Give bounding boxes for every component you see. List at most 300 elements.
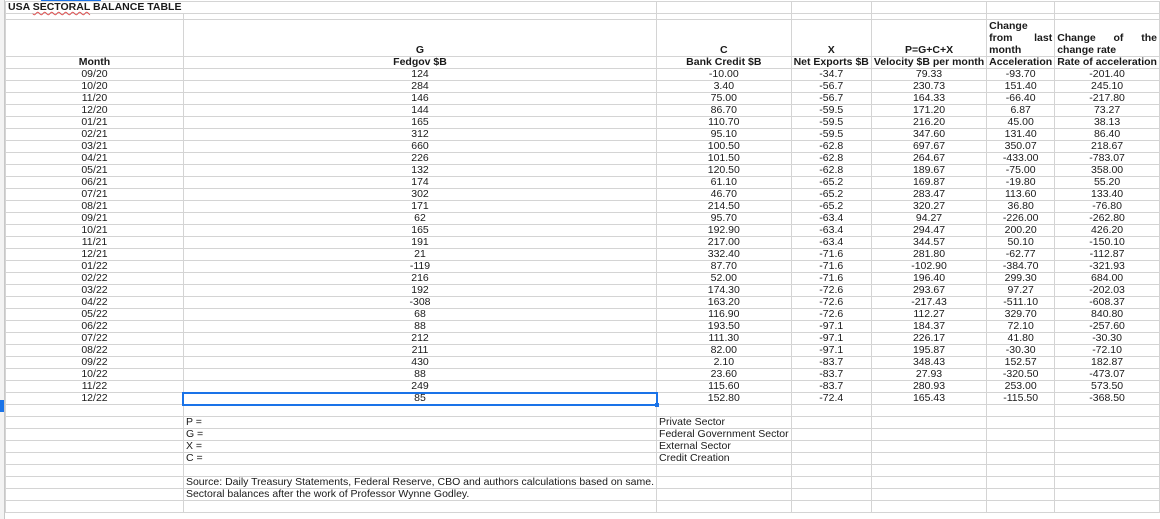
col-header-net-exports[interactable]: Net Exports $B (791, 57, 871, 69)
cell-net-exports[interactable]: -83.7 (791, 357, 871, 369)
cell-net-exports[interactable]: -83.7 (791, 369, 871, 381)
cell-rate-of-acceleration[interactable]: -473.07 (1055, 369, 1160, 381)
cell-fedgov[interactable]: 144 (183, 105, 656, 117)
table-row (6, 333, 1160, 345)
cell-fedgov[interactable]: 660 (183, 141, 656, 153)
cell-rate-of-acceleration[interactable]: -30.30 (1055, 333, 1160, 345)
cell[interactable] (871, 429, 986, 441)
cell-bank-credit[interactable]: 82.00 (657, 345, 792, 357)
cell-acceleration[interactable]: 329.70 (987, 309, 1055, 321)
cell[interactable] (183, 465, 656, 477)
cell-acceleration[interactable]: -511.10 (987, 297, 1055, 309)
cell-acceleration[interactable]: 41.80 (987, 333, 1055, 345)
legend-value-text: External Sector (659, 440, 731, 452)
cell-net-exports[interactable]: -65.2 (791, 189, 871, 201)
cell-rate-of-acceleration[interactable]: 86.40 (1055, 129, 1160, 141)
legend-key[interactable]: G = (183, 429, 656, 441)
cell-fedgov[interactable]: 146 (183, 93, 656, 105)
cell-bank-credit[interactable]: 214.50 (657, 201, 792, 213)
cell-rate-of-acceleration[interactable]: 573.50 (1055, 381, 1160, 393)
legend-value-text: Private Sector (659, 416, 725, 428)
legend-value[interactable] (657, 453, 792, 465)
cell-acceleration[interactable]: 36.80 (987, 201, 1055, 213)
cell-net-exports[interactable]: -63.4 (791, 213, 871, 225)
cell-rate-of-acceleration[interactable]: -368.50 (1055, 393, 1160, 405)
cell-velocity[interactable]: 94.27 (871, 213, 986, 225)
cell[interactable] (871, 501, 986, 513)
cell-velocity[interactable]: 79.33 (871, 69, 986, 81)
cell-acceleration[interactable]: 253.00 (987, 381, 1055, 393)
table-row (6, 93, 1160, 105)
cell-bank-credit[interactable]: 2.10 (657, 357, 792, 369)
cell-net-exports[interactable]: -56.7 (791, 93, 871, 105)
cell[interactable] (987, 465, 1055, 477)
cell-bank-credit[interactable]: -10.00 (657, 69, 792, 81)
cell-velocity[interactable]: 164.33 (871, 93, 986, 105)
cell-rate-of-acceleration[interactable]: 133.40 (1055, 189, 1160, 201)
cell-fedgov[interactable]: 430 (183, 357, 656, 369)
cell-month[interactable]: 09/20 (6, 69, 184, 81)
cell-month[interactable]: 08/21 (6, 201, 184, 213)
cell-month[interactable]: 01/22 (6, 261, 184, 273)
cell[interactable] (987, 441, 1055, 453)
cell[interactable] (183, 2, 656, 14)
cell-velocity[interactable]: 294.47 (871, 225, 986, 237)
cell-month[interactable]: 07/21 (6, 189, 184, 201)
cell-fedgov[interactable]: 21 (183, 249, 656, 261)
cell-acceleration[interactable]: 50.10 (987, 237, 1055, 249)
cell-month[interactable]: 11/21 (6, 237, 184, 249)
cell-fedgov[interactable]: 192 (183, 285, 656, 297)
cell-rate-of-acceleration[interactable]: -608.37 (1055, 297, 1160, 309)
cell-fedgov[interactable]: 212 (183, 333, 656, 345)
col-header-rate-of-acceleration[interactable]: Rate of acceleration (1055, 57, 1160, 69)
cell-fedgov[interactable]: -119 (183, 261, 656, 273)
cell-fedgov[interactable]: 191 (183, 237, 656, 249)
cell-month[interactable]: 12/22 (6, 393, 184, 405)
cell-rate-of-acceleration[interactable]: 245.10 (1055, 81, 1160, 93)
cell-acceleration[interactable]: -226.00 (987, 213, 1055, 225)
header-letter-g[interactable]: G (183, 20, 656, 57)
cell-rate-of-acceleration[interactable]: 218.67 (1055, 141, 1160, 153)
cell-month[interactable]: 05/22 (6, 309, 184, 321)
cell-fedgov[interactable]: 284 (183, 81, 656, 93)
cell-month[interactable]: 12/21 (6, 249, 184, 261)
cell[interactable] (1055, 2, 1160, 14)
cell-fedgov[interactable]: 302 (183, 189, 656, 201)
legend-value[interactable] (657, 417, 792, 429)
cell-acceleration[interactable]: -62.77 (987, 249, 1055, 261)
cell-bank-credit[interactable]: 115.60 (657, 381, 792, 393)
cell-velocity[interactable]: 112.27 (871, 309, 986, 321)
col-header-velocity[interactable]: Velocity $B per month (871, 57, 986, 69)
cell-acceleration[interactable]: 299.30 (987, 273, 1055, 285)
cell-velocity[interactable]: -217.43 (871, 297, 986, 309)
cell[interactable] (6, 489, 184, 501)
cell-bank-credit[interactable]: 46.70 (657, 189, 792, 201)
cell-net-exports[interactable]: -62.8 (791, 141, 871, 153)
cell-acceleration[interactable]: -66.40 (987, 93, 1055, 105)
cell-acceleration[interactable]: 72.10 (987, 321, 1055, 333)
cell-fedgov[interactable]: 68 (183, 309, 656, 321)
cell-velocity[interactable]: 281.80 (871, 249, 986, 261)
cell-month[interactable]: 04/22 (6, 297, 184, 309)
cell[interactable] (791, 2, 871, 14)
cell-month[interactable]: 10/22 (6, 369, 184, 381)
legend-key[interactable]: P = (183, 417, 656, 429)
cell-acceleration[interactable]: 200.20 (987, 225, 1055, 237)
col-header-acceleration[interactable]: Acceleration (987, 57, 1055, 69)
cell[interactable] (987, 453, 1055, 465)
cell-acceleration[interactable]: -384.70 (987, 261, 1055, 273)
legend-value[interactable] (657, 441, 792, 453)
cell-acceleration[interactable]: 152.57 (987, 357, 1055, 369)
cell-velocity[interactable]: 280.93 (871, 381, 986, 393)
cell-bank-credit[interactable]: 193.50 (657, 321, 792, 333)
cell[interactable] (791, 489, 871, 501)
cell-acceleration[interactable]: 97.27 (987, 285, 1055, 297)
table-row (6, 261, 1160, 273)
cell-velocity[interactable]: 171.20 (871, 105, 986, 117)
table-row (6, 165, 1160, 177)
cell-bank-credit[interactable]: 192.90 (657, 225, 792, 237)
cell[interactable] (1055, 465, 1160, 477)
table-row (6, 189, 1160, 201)
header-letter-c[interactable]: C (657, 20, 792, 57)
cell-acceleration[interactable]: 151.40 (987, 81, 1055, 93)
cell-fedgov[interactable]: 62 (183, 213, 656, 225)
cell-bank-credit[interactable]: 61.10 (657, 177, 792, 189)
cell-fedgov[interactable]: 312 (183, 129, 656, 141)
cell-month[interactable]: 07/22 (6, 333, 184, 345)
cell[interactable] (6, 477, 184, 489)
cell-month[interactable]: 06/22 (6, 321, 184, 333)
cell-fedgov[interactable]: 249 (183, 381, 656, 393)
cell-rate-of-acceleration[interactable]: -202.03 (1055, 285, 1160, 297)
cell[interactable] (791, 417, 871, 429)
cell[interactable] (1055, 441, 1160, 453)
cell-net-exports[interactable]: -59.5 (791, 117, 871, 129)
cell-velocity[interactable]: 27.93 (871, 369, 986, 381)
cell-net-exports[interactable]: -56.7 (791, 81, 871, 93)
cell-rate-of-acceleration[interactable]: 55.20 (1055, 177, 1160, 189)
cell-bank-credit[interactable]: 86.70 (657, 105, 792, 117)
cell-rate-of-acceleration[interactable]: 684.00 (1055, 273, 1160, 285)
cell[interactable] (871, 405, 986, 417)
cell-velocity[interactable]: 264.67 (871, 153, 986, 165)
cell-net-exports[interactable]: -97.1 (791, 345, 871, 357)
cell-net-exports[interactable]: -59.5 (791, 105, 871, 117)
cell-fedgov[interactable]: 132 (183, 165, 656, 177)
cell[interactable] (657, 477, 792, 489)
cell-velocity[interactable]: 348.43 (871, 357, 986, 369)
cell-month[interactable]: 11/20 (6, 93, 184, 105)
cell-bank-credit[interactable]: 100.50 (657, 141, 792, 153)
header-note-acceleration[interactable]: Change from last month (987, 20, 1055, 57)
table-row (6, 129, 1160, 141)
blank-row (6, 405, 1160, 417)
cell[interactable] (1055, 477, 1160, 489)
cell[interactable] (987, 489, 1055, 501)
cell-rate-of-acceleration[interactable]: -257.60 (1055, 321, 1160, 333)
cell-velocity[interactable]: 184.37 (871, 321, 986, 333)
cell-bank-credit[interactable]: 95.10 (657, 129, 792, 141)
cell-net-exports[interactable]: -71.6 (791, 261, 871, 273)
cell-velocity[interactable]: 226.17 (871, 333, 986, 345)
cell[interactable] (6, 405, 184, 417)
header-letter-x[interactable]: X (791, 20, 871, 57)
cell-rate-of-acceleration[interactable]: -262.80 (1055, 213, 1160, 225)
cell-velocity[interactable]: 196.40 (871, 273, 986, 285)
cell[interactable] (6, 417, 184, 429)
cell-velocity[interactable]: 189.67 (871, 165, 986, 177)
cell-velocity[interactable]: 165.43 (871, 393, 986, 405)
cell-rate-of-acceleration[interactable]: -112.87 (1055, 249, 1160, 261)
cell-bank-credit[interactable]: 101.50 (657, 153, 792, 165)
cell[interactable] (657, 465, 792, 477)
selected-cell[interactable]: 85 (183, 393, 656, 405)
cell[interactable] (183, 405, 656, 417)
cell-velocity[interactable]: 195.87 (871, 345, 986, 357)
cell-bank-credit[interactable]: 87.70 (657, 261, 792, 273)
cell[interactable] (657, 2, 792, 14)
cell-net-exports[interactable]: -62.8 (791, 153, 871, 165)
cell-rate-of-acceleration[interactable]: -321.93 (1055, 261, 1160, 273)
table-row (6, 177, 1160, 189)
cell[interactable] (871, 477, 986, 489)
legend-key[interactable]: C = (183, 453, 656, 465)
cell-rate-of-acceleration[interactable]: -150.10 (1055, 237, 1160, 249)
cell[interactable] (871, 2, 986, 14)
cell-velocity[interactable]: 697.67 (871, 141, 986, 153)
cell-fedgov[interactable]: 124 (183, 69, 656, 81)
cell-rate-of-acceleration[interactable]: -783.07 (1055, 153, 1160, 165)
cell-fedgov[interactable]: 165 (183, 225, 656, 237)
cell-bank-credit[interactable]: 120.50 (657, 165, 792, 177)
cell-net-exports[interactable]: -72.6 (791, 297, 871, 309)
cell-bank-credit[interactable]: 52.00 (657, 273, 792, 285)
cell-rate-of-acceleration[interactable]: 358.00 (1055, 165, 1160, 177)
cell-velocity[interactable]: -102.90 (871, 261, 986, 273)
cell[interactable] (6, 501, 184, 513)
cell-acceleration[interactable]: -115.50 (987, 393, 1055, 405)
cell-fedgov[interactable]: 226 (183, 153, 656, 165)
cell-bank-credit[interactable]: 3.40 (657, 81, 792, 93)
cell[interactable] (987, 477, 1055, 489)
cell[interactable] (871, 417, 986, 429)
cell[interactable] (6, 465, 184, 477)
cell-net-exports[interactable]: -62.8 (791, 165, 871, 177)
cell-month[interactable]: 10/21 (6, 225, 184, 237)
cell-fedgov[interactable]: 174 (183, 177, 656, 189)
cell[interactable] (791, 441, 871, 453)
cell-velocity[interactable]: 283.47 (871, 189, 986, 201)
cell[interactable] (1055, 405, 1160, 417)
legend-value[interactable] (657, 429, 792, 441)
cell[interactable] (791, 501, 871, 513)
cell-bank-credit[interactable]: 152.80 (657, 393, 792, 405)
cell-velocity[interactable]: 169.87 (871, 177, 986, 189)
table-row (6, 117, 1160, 129)
cell[interactable] (871, 465, 986, 477)
cell-net-exports[interactable]: -72.6 (791, 309, 871, 321)
cell-acceleration[interactable]: -93.70 (987, 69, 1055, 81)
cell-rate-of-acceleration[interactable]: 840.80 (1055, 309, 1160, 321)
cell-velocity[interactable]: 230.73 (871, 81, 986, 93)
cell[interactable] (871, 489, 986, 501)
cell-net-exports[interactable]: -71.6 (791, 249, 871, 261)
cell-rate-of-acceleration[interactable]: -76.80 (1055, 201, 1160, 213)
cell-rate-of-acceleration[interactable]: 38.13 (1055, 117, 1160, 129)
cell[interactable] (657, 405, 792, 417)
cell-month[interactable]: 10/20 (6, 81, 184, 93)
cell[interactable] (871, 453, 986, 465)
cell[interactable] (791, 429, 871, 441)
cell-month[interactable]: 05/21 (6, 165, 184, 177)
cell-month[interactable]: 09/21 (6, 213, 184, 225)
cell-acceleration[interactable]: 45.00 (987, 117, 1055, 129)
source-cell[interactable] (183, 477, 656, 489)
cell[interactable] (871, 441, 986, 453)
table-row (6, 309, 1160, 321)
cell-month[interactable]: 02/22 (6, 273, 184, 285)
cell-net-exports[interactable]: -71.6 (791, 273, 871, 285)
cell-rate-of-acceleration[interactable]: -201.40 (1055, 69, 1160, 81)
cell-net-exports[interactable]: -72.4 (791, 393, 871, 405)
cell[interactable] (6, 441, 184, 453)
legend-rows (6, 417, 1160, 465)
cell-acceleration[interactable]: -30.30 (987, 345, 1055, 357)
cell-bank-credit[interactable]: 163.20 (657, 297, 792, 309)
cell-velocity[interactable]: 347.60 (871, 129, 986, 141)
cell-net-exports[interactable]: -97.1 (791, 321, 871, 333)
cell-month[interactable]: 09/22 (6, 357, 184, 369)
cell[interactable] (657, 501, 792, 513)
title-cell[interactable] (6, 2, 184, 14)
cell-rate-of-acceleration[interactable]: 182.87 (1055, 357, 1160, 369)
cell-velocity[interactable]: 320.27 (871, 201, 986, 213)
legend-key[interactable]: X = (183, 441, 656, 453)
cell-velocity[interactable]: 344.57 (871, 237, 986, 249)
cell-rate-of-acceleration[interactable]: 426.20 (1055, 225, 1160, 237)
cell[interactable] (791, 405, 871, 417)
cell-acceleration[interactable]: -75.00 (987, 165, 1055, 177)
cell-month[interactable]: 01/21 (6, 117, 184, 129)
cell[interactable] (6, 20, 184, 57)
cell-fedgov[interactable]: -308 (183, 297, 656, 309)
cell-acceleration[interactable]: -19.80 (987, 177, 1055, 189)
cell-net-exports[interactable]: -63.4 (791, 225, 871, 237)
cell[interactable] (1055, 417, 1160, 429)
cell-acceleration[interactable]: 6.87 (987, 105, 1055, 117)
cell-fedgov[interactable]: 211 (183, 345, 656, 357)
cell-net-exports[interactable]: -34.7 (791, 69, 871, 81)
cell-fedgov[interactable]: 216 (183, 273, 656, 285)
credit-text: Sectoral balances after the work of Professor Wynne Godley. (185, 488, 470, 500)
cell-fedgov[interactable]: 88 (183, 321, 656, 333)
cell-net-exports[interactable]: -97.1 (791, 333, 871, 345)
cell-acceleration[interactable]: -320.50 (987, 369, 1055, 381)
header-formula-p[interactable]: P=G+C+X (871, 20, 986, 57)
cell[interactable] (987, 501, 1055, 513)
cell-bank-credit[interactable]: 110.70 (657, 117, 792, 129)
table-row (6, 153, 1160, 165)
cell-bank-credit[interactable]: 217.00 (657, 237, 792, 249)
cell-month[interactable]: 08/22 (6, 345, 184, 357)
header-note-rate[interactable]: Change of the change rate (1055, 20, 1160, 57)
cell[interactable] (1055, 501, 1160, 513)
cell-month[interactable]: 02/21 (6, 129, 184, 141)
cell-net-exports[interactable]: -65.2 (791, 177, 871, 189)
cell-acceleration[interactable]: -433.00 (987, 153, 1055, 165)
cell-velocity[interactable]: 216.20 (871, 117, 986, 129)
cell-net-exports[interactable]: -72.6 (791, 285, 871, 297)
table-row (6, 345, 1160, 357)
cell[interactable] (791, 465, 871, 477)
cell-bank-credit[interactable]: 75.00 (657, 93, 792, 105)
cell[interactable] (791, 477, 871, 489)
cell-fedgov[interactable]: 165 (183, 117, 656, 129)
cell-net-exports[interactable]: -63.4 (791, 237, 871, 249)
cell-net-exports[interactable]: -65.2 (791, 201, 871, 213)
cell-rate-of-acceleration[interactable]: 73.27 (1055, 105, 1160, 117)
cell[interactable] (1055, 453, 1160, 465)
cell-acceleration[interactable]: 131.40 (987, 129, 1055, 141)
cell[interactable] (987, 405, 1055, 417)
cell-fedgov[interactable]: 171 (183, 201, 656, 213)
cell-bank-credit[interactable]: 95.70 (657, 213, 792, 225)
col-header-bank-credit[interactable]: Bank Credit $B (657, 57, 792, 69)
table-row (6, 105, 1160, 117)
table-row (6, 249, 1160, 261)
cell-month[interactable]: 12/20 (6, 105, 184, 117)
col-header-month[interactable]: Month (6, 57, 184, 69)
cell[interactable] (987, 429, 1055, 441)
cell-rate-of-acceleration[interactable]: -217.80 (1055, 93, 1160, 105)
credit-cell[interactable] (183, 489, 656, 501)
cell[interactable] (987, 417, 1055, 429)
cell-month[interactable]: 03/21 (6, 141, 184, 153)
cell-month[interactable]: 11/22 (6, 381, 184, 393)
cell[interactable] (183, 501, 656, 513)
cell[interactable] (6, 429, 184, 441)
cell-month[interactable]: 04/21 (6, 153, 184, 165)
cell[interactable] (657, 489, 792, 501)
cell[interactable] (987, 2, 1055, 14)
cell-month[interactable]: 03/22 (6, 285, 184, 297)
cell-acceleration[interactable]: 113.60 (987, 189, 1055, 201)
cell-acceleration[interactable]: 350.07 (987, 141, 1055, 153)
cell-month[interactable]: 06/21 (6, 177, 184, 189)
cell-net-exports[interactable]: -59.5 (791, 129, 871, 141)
blank-row (6, 465, 1160, 477)
table-row (6, 81, 1160, 93)
cell-velocity[interactable]: 293.67 (871, 285, 986, 297)
cell-bank-credit[interactable]: 174.30 (657, 285, 792, 297)
cell-bank-credit[interactable]: 116.90 (657, 309, 792, 321)
cell-rate-of-acceleration[interactable]: -72.10 (1055, 345, 1160, 357)
cell-bank-credit[interactable]: 23.60 (657, 369, 792, 381)
cell[interactable] (791, 453, 871, 465)
col-header-fedgov[interactable]: Fedgov $B (183, 57, 656, 69)
cell-fedgov[interactable]: 88 (183, 369, 656, 381)
cell[interactable] (1055, 429, 1160, 441)
cell-net-exports[interactable]: -83.7 (791, 381, 871, 393)
cell[interactable] (6, 453, 184, 465)
cell-bank-credit[interactable]: 111.30 (657, 333, 792, 345)
cell[interactable] (1055, 489, 1160, 501)
cell-bank-credit[interactable]: 332.40 (657, 249, 792, 261)
